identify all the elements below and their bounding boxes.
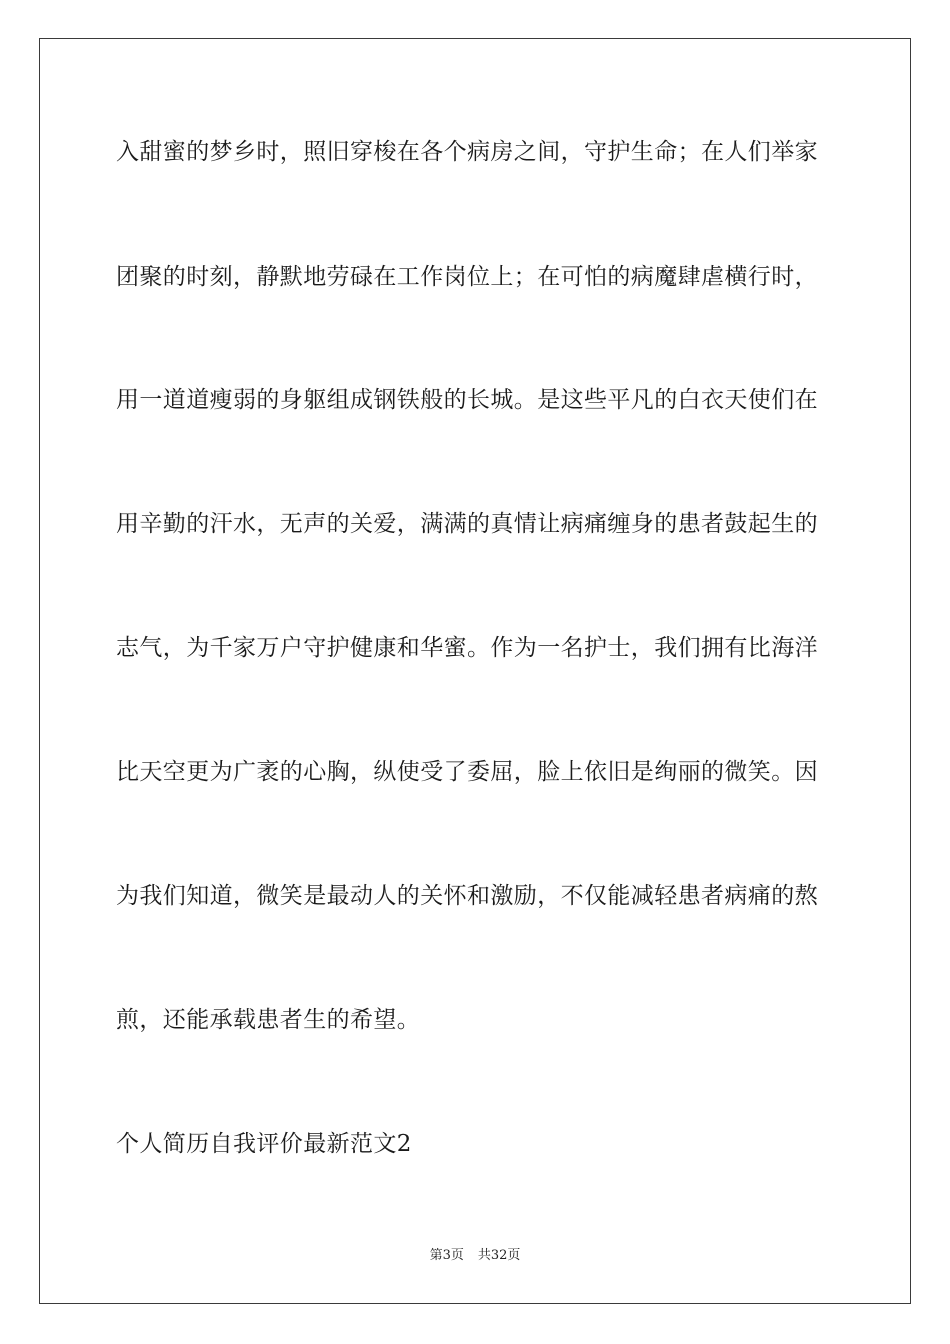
body-line-8: 煎，还能承载患者生的希望。 bbox=[116, 1007, 421, 1033]
page-frame bbox=[39, 38, 911, 1304]
page-number: 第3页 bbox=[429, 1248, 464, 1263]
body-line-4: 用辛勤的汗水，无声的关爱，满满的真情让病痛缠身的患者鼓起生的 bbox=[116, 511, 818, 537]
section-heading: 个人简历自我评价最新范文2 bbox=[116, 1131, 412, 1157]
body-line-2: 团聚的时刻，静默地劳碌在工作岗位上；在可怕的病魔肆虐横行时， bbox=[116, 264, 818, 290]
body-line-1: 入甜蜜的梦乡时，照旧穿梭在各个病房之间，守护生命；在人们举家 bbox=[116, 139, 818, 165]
body-line-7: 为我们知道，微笑是最动人的关怀和激励，不仅能减轻患者病痛的熬 bbox=[116, 883, 818, 909]
body-line-6: 比天空更为广袤的心胸，纵使受了委屈，脸上依旧是绚丽的微笑。因 bbox=[116, 759, 818, 785]
body-line-5: 志气，为千家万户守护健康和华蜜。作为一名护士，我们拥有比海洋 bbox=[116, 635, 818, 661]
page-footer bbox=[0, 1247, 950, 1265]
page-total: 共32页 bbox=[477, 1248, 521, 1263]
body-line-3: 用一道道瘦弱的身躯组成钢铁般的长城。是这些平凡的白衣天使们在 bbox=[116, 387, 818, 413]
